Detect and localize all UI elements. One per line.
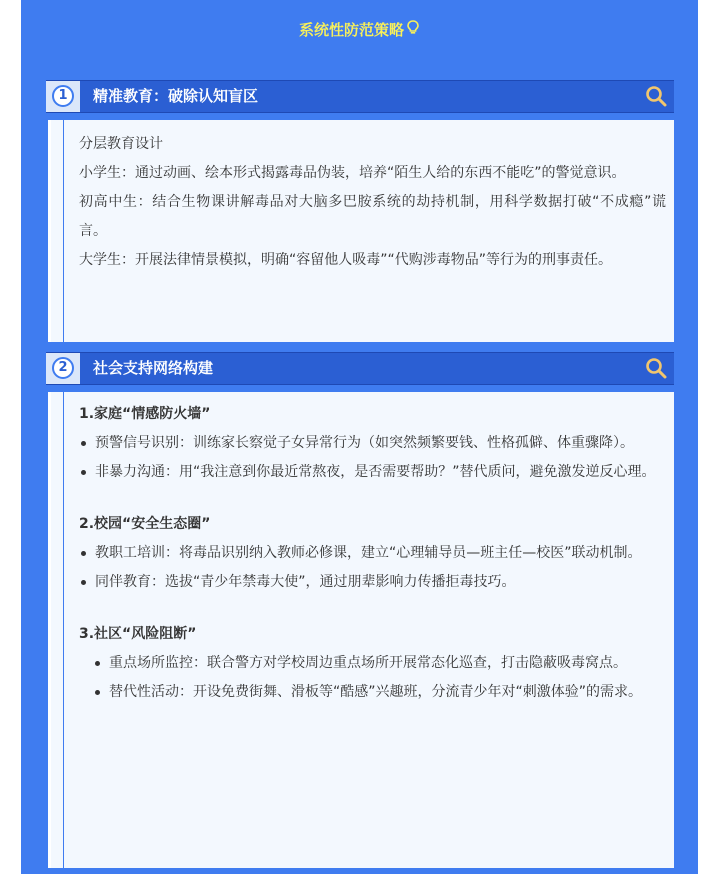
section-title: 社会支持网络构建 (93, 359, 214, 377)
page-title (21, 18, 698, 42)
search-icon (644, 356, 668, 380)
section-header-2 (46, 352, 674, 385)
section-number: 1 (52, 85, 74, 107)
subsection-heading: 2.校园“安全生态圈” (79, 516, 211, 532)
list-item: 同伴教育：选拔“青少年禁毒大使”，通过朋辈影响力传播拒毒技巧。 (79, 568, 666, 597)
subsection-heading: 3.社区“风险阻断” (79, 626, 197, 642)
section-number-box (46, 353, 80, 384)
search-icon (644, 84, 668, 108)
section-card-1 (48, 120, 674, 342)
paragraph: 小学生：通过动画、绘本形式揭露毒品伪装，培养“陌生人给的东西不能吃”的警觉意识。 (79, 165, 626, 181)
lightbulb-icon (406, 18, 420, 42)
page-title-text: 系统性防范策略 (298, 21, 404, 39)
list-item: 替代性活动：开设免费街舞、滑板等“酷感”兴趣班，分流青少年对“刺激体验”的需求。 (79, 678, 666, 707)
list-item: 重点场所监控：联合警方对学校周边重点场所开展常态化巡查，打击隐蔽吸毒窝点。 (79, 649, 666, 678)
list-item: 预警信号识别：训练家长察觉子女异常行为（如突然频繁要钱、性格孤僻、体重骤降）。 (79, 429, 666, 458)
section-number-box (46, 81, 80, 112)
subsection-heading: 1.家庭“情感防火墙” (79, 406, 211, 422)
section-title: 精准教育：破除认知盲区 (93, 87, 259, 105)
bullet-list (79, 429, 666, 487)
section-intro: 分层教育设计 (79, 136, 163, 152)
paragraph: 大学生：开展法律情景模拟，明确“容留他人吸毒”“代购涉毒物品”等行为的刑事责任。 (79, 252, 613, 268)
paragraph: 初高中生：结合生物课讲解毒品对大脑多巴胺系统的劫持机制，用科学数据打破“不成瘾”谎言。 (79, 194, 666, 239)
bullet-list (79, 649, 666, 707)
divider-line (63, 392, 64, 868)
section-number: 2 (52, 357, 74, 379)
article-panel (21, 0, 698, 874)
bullet-list (79, 539, 666, 597)
section-card-2 (48, 392, 674, 868)
section-header-1 (46, 80, 674, 113)
list-item: 非暴力沟通：用“我注意到你最近常熬夜，是否需要帮助？”替代质问，避免激发逆反心理。 (79, 458, 666, 487)
divider-line (63, 120, 64, 342)
list-item: 教职工培训：将毒品识别纳入教师必修课，建立“心理辅导员—班主任—校医”联动机制。 (79, 539, 666, 568)
